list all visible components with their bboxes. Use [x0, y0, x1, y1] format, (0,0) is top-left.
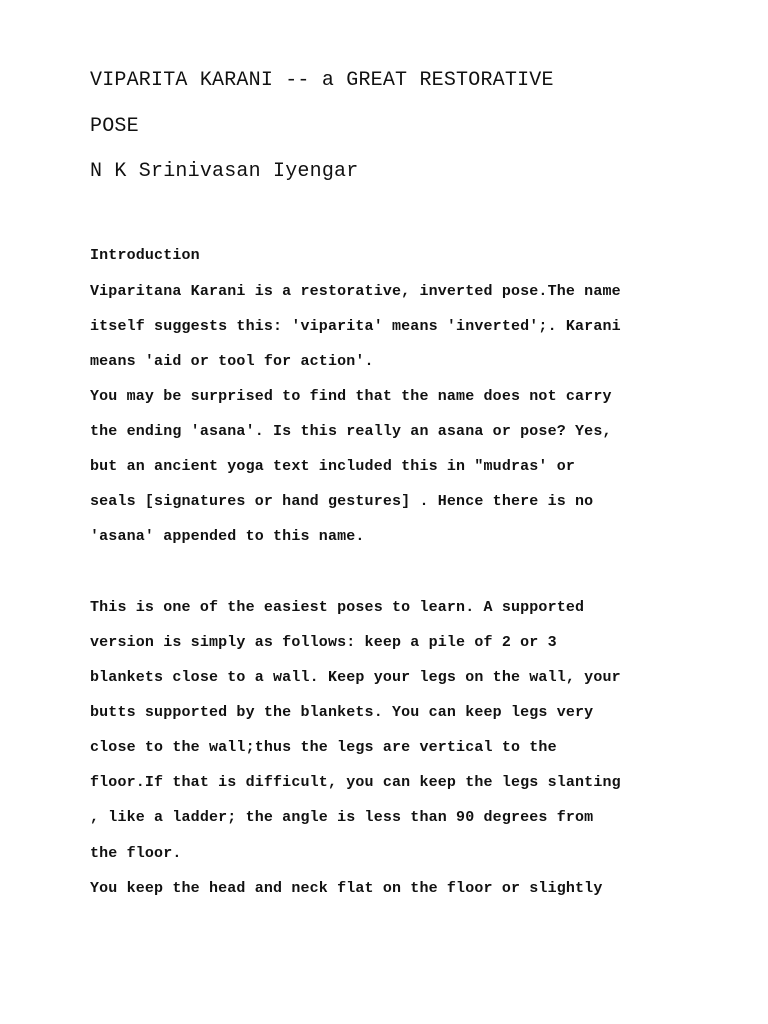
- paragraph-2-line-3: but an ancient yoga text included this in "mudras' or: [90, 458, 576, 475]
- paragraph-1-line-2: itself suggests this: 'viparita' means 'inverted';. Karani: [90, 318, 621, 335]
- paragraph-2-line-5: 'asana' appended to this name.: [90, 528, 365, 545]
- paragraph-3-line-7: , like a ladder; the angle is less than 90 degrees from: [90, 809, 594, 826]
- paragraph-3-line-3: blankets close to a wall. Keep your legs on the wall, your: [90, 669, 621, 686]
- paragraph-3-line-4: butts supported by the blankets. You can keep legs very: [90, 704, 594, 721]
- paragraph-2-line-2: the ending 'asana'. Is this really an asana or pose? Yes,: [90, 423, 612, 440]
- document-author: N K Srinivasan Iyengar: [90, 160, 359, 183]
- paragraph-3-line-8: the floor.: [90, 845, 182, 862]
- paragraph-1-line-3: means 'aid or tool for action'.: [90, 353, 374, 370]
- paragraph-2-line-4: seals [signatures or hand gestures] . Hence there is no: [90, 493, 594, 510]
- paragraph-1-line-1: Viparitana Karani is a restorative, inverted pose.The name: [90, 283, 621, 300]
- paragraph-3-line-5: close to the wall;thus the legs are vertical to the: [90, 739, 557, 756]
- document-title-line-1: VIPARITA KARANI -- a GREAT RESTORATIVE: [90, 69, 554, 92]
- document-title-line-2: POSE: [90, 115, 139, 138]
- section-heading: Introduction: [90, 247, 200, 264]
- paragraph-3-line-6: floor.If that is difficult, you can keep the legs slanting: [90, 774, 621, 791]
- paragraph-3-line-2: version is simply as follows: keep a pile of 2 or 3: [90, 634, 557, 651]
- paragraph-4-line-1: You keep the head and neck flat on the floor or slightly: [90, 880, 603, 897]
- paragraph-3-line-1: This is one of the easiest poses to learn. A supported: [90, 599, 585, 616]
- paragraph-2-line-1: You may be surprised to find that the name does not carry: [90, 388, 612, 405]
